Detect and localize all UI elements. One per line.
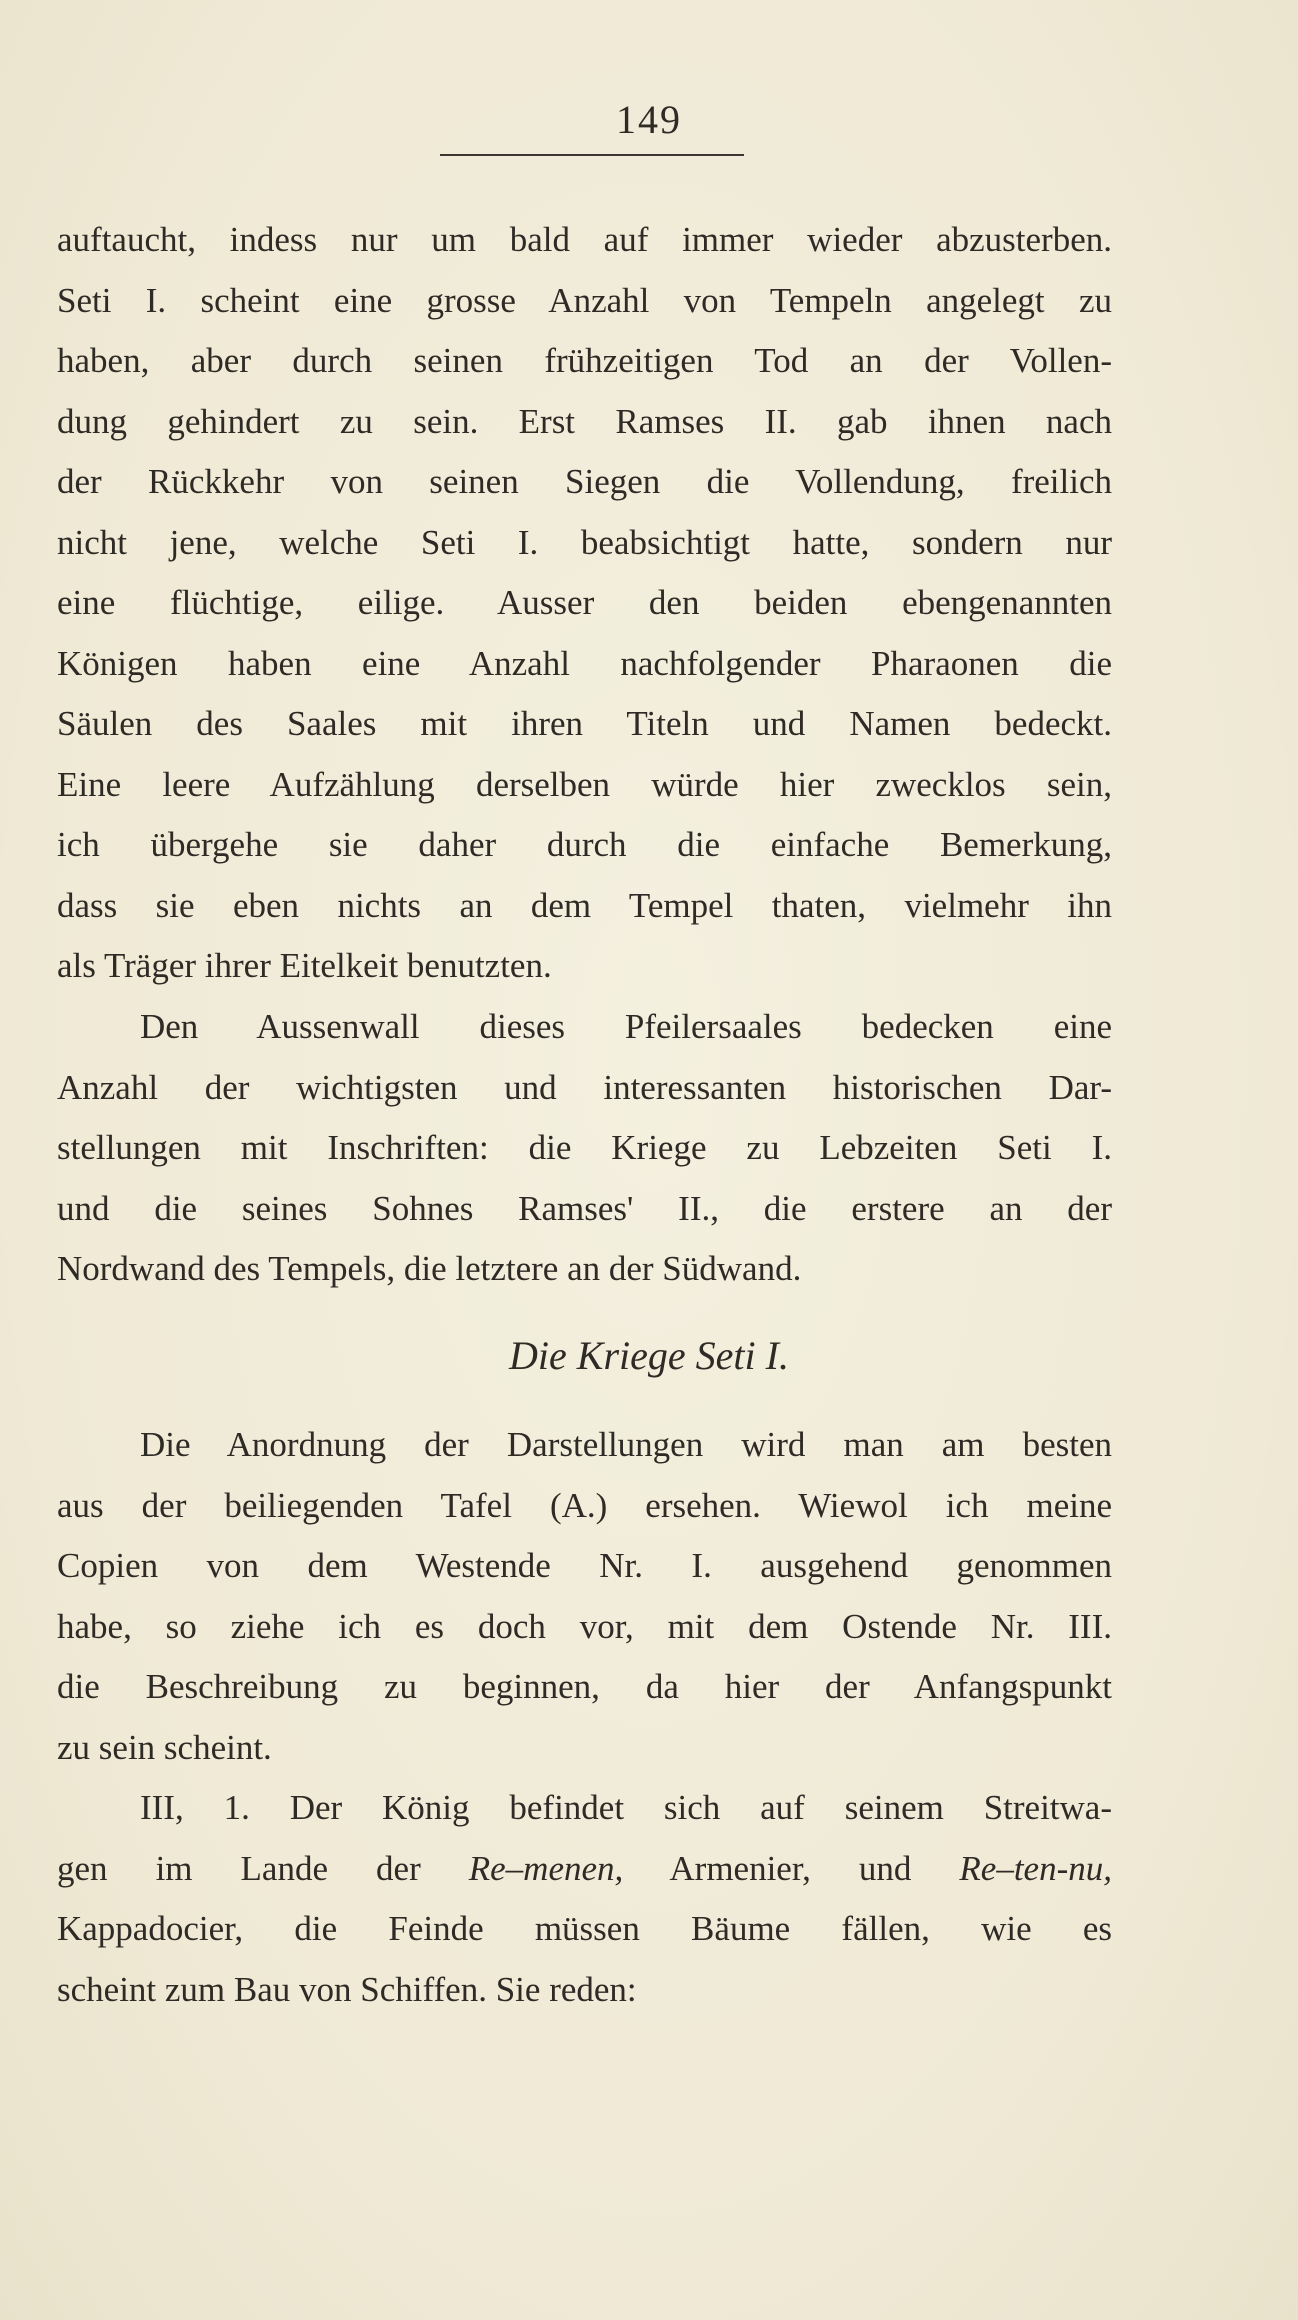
page-number: 149 [616,97,682,142]
text-line: aus der beiliegenden Tafel (A.) ersehen. Wiewol ich meine [57,1485,1112,1525]
paragraph-2 [57,997,1112,1300]
text-line: auftaucht, indess nur um bald auf immer wieder abzusterben. [57,220,1112,259]
paragraph-3 [57,1415,1112,1778]
text-line: als Träger ihrer Eitelkeit benutzten. [57,946,552,985]
text-line: nicht jene, welche Seti I. beabsichtigt hatte, sondern nur [57,522,1112,562]
italic-place-name: Re–menen, [468,1848,624,1888]
text-line: Anzahl der wichtigsten und interessanten historischen Dar- [57,1067,1112,1107]
text-line: haben, aber durch seinen frühzeitigen Tod an der Vollen- [57,341,1112,380]
header-rule [440,154,744,156]
text-line: Eine leere Aufzählung derselben würde hier zwecklos sein, [57,764,1112,804]
text-segment: gen im Lande der [57,1848,469,1888]
text-line: Nordwand des Tempels, die letztere an der Südwand. [57,1249,802,1288]
text-line: und die seines Sohnes Ramses' II., die erstere an der [57,1188,1112,1228]
text-line: Den Aussenwall dieses Pfeilersaales bedecken eine [140,1007,1112,1046]
text-line-mixed [57,1839,1112,1900]
text-segment: Armenier, und [623,1848,960,1888]
text-line: dass sie eben nichts an dem Tempel thaten, vielmehr ihn [57,885,1112,925]
paragraph-4 [57,1778,1112,2020]
text-line: die Beschreibung zu beginnen, da hier der Anfangspunkt [57,1667,1112,1706]
text-line: III, 1. Der König befindet sich auf seinem Streitwa- [140,1788,1112,1827]
section-heading: Die Kriege Seti I. [509,1333,789,1378]
text-line: Die Anordnung der Darstellungen wird man am besten [140,1425,1112,1464]
text-line: ich übergehe sie daher durch die einfache Bemerkung, [57,825,1112,864]
text-line: der Rückkehr von seinen Siegen die Vollendung, freilich [57,462,1112,501]
italic-place-name: Re–ten-nu, [959,1848,1112,1888]
paragraph-1 [57,210,1112,997]
text-line: zu sein scheint. [57,1727,272,1767]
text-line: habe, so ziehe ich es doch vor, mit dem Ostende Nr. III. [57,1606,1112,1646]
text-line: dung gehindert zu sein. Erst Ramses II. gab ihnen nach [57,401,1112,441]
text-line: Säulen des Saales mit ihren Titeln und Namen bedeckt. [57,704,1112,743]
text-line: stellungen mit Inschriften: die Kriege zu Lebzeiten Seti I. [57,1128,1112,1167]
text-line: scheint zum Bau von Schiffen. Sie reden: [57,1969,637,2009]
text-line: Königen haben eine Anzahl nachfolgender Pharaonen die [57,643,1112,683]
text-line: eine flüchtige, eilige. Ausser den beiden ebengenannten [57,583,1112,622]
text-line: Kappadocier, die Feinde müssen Bäume fällen, wie es [57,1909,1112,1948]
text-line: Seti I. scheint eine grosse Anzahl von Tempeln angelegt zu [57,280,1112,320]
text-line: Copien von dem Westende Nr. I. ausgehend genommen [57,1546,1112,1585]
